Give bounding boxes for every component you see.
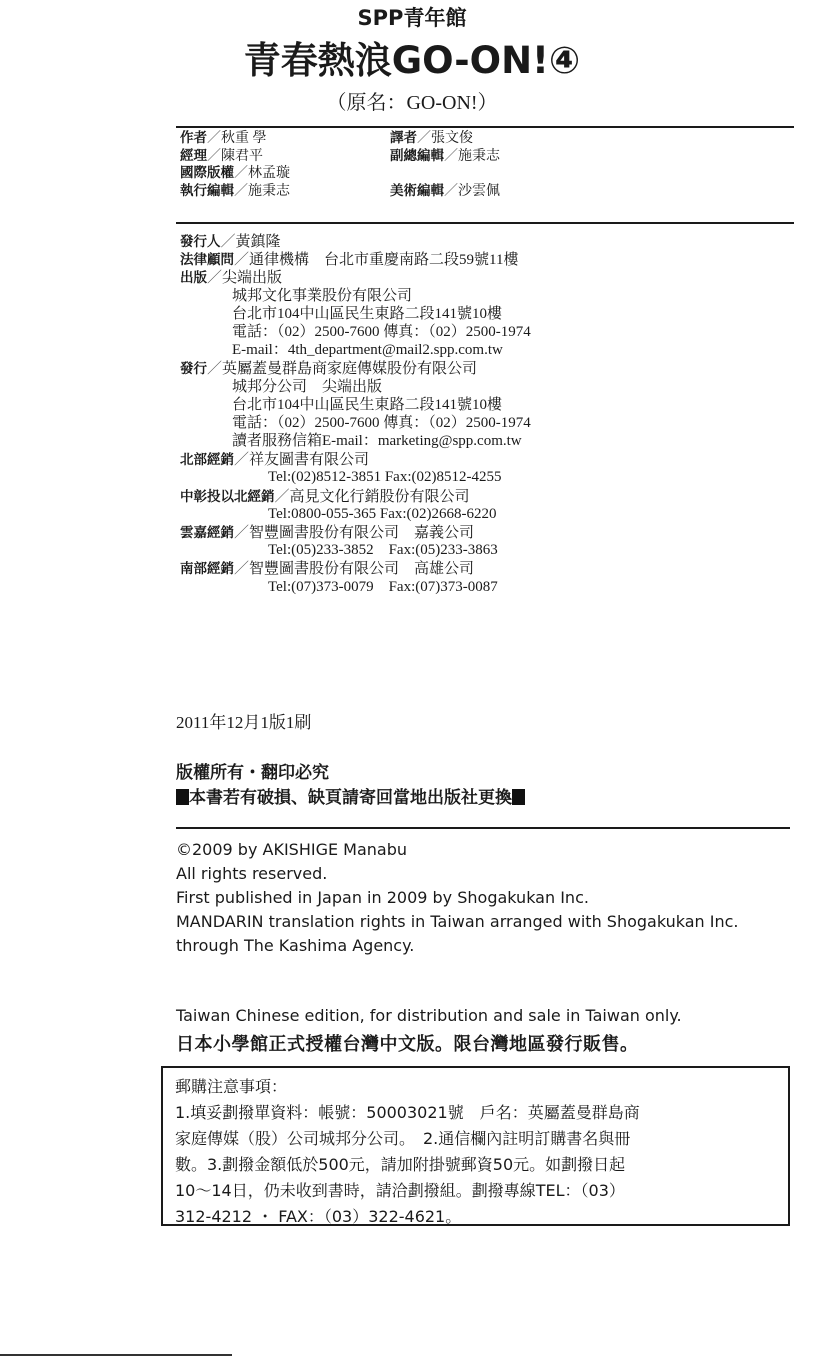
- separator: ／: [207, 268, 223, 287]
- credit-value: 沙雲佩: [458, 183, 500, 199]
- divider-credits: [176, 222, 794, 224]
- credits-block: [180, 130, 600, 200]
- black-square-icon: [176, 789, 189, 805]
- replacement-notice: [176, 786, 525, 811]
- distributor-label: 雲嘉經銷: [180, 525, 234, 541]
- distribution-branch: 城邦分公司 尖端出版: [232, 378, 383, 395]
- credit-row: [180, 165, 600, 183]
- distribution-label: 發行: [180, 361, 207, 378]
- notice-title: 郵購注意事項：: [175, 1077, 288, 1096]
- notice-line: 家庭傳媒（股）公司城邦分公司。 2.通信欄內註明訂購書名與冊: [175, 1129, 631, 1148]
- credit-value: 秋重 學: [221, 131, 267, 146]
- separator: ／: [234, 182, 248, 199]
- credit-value: 施秉志: [458, 148, 500, 164]
- distributor-value: 智豐圖書股份有限公司 高雄公司: [249, 561, 475, 578]
- notice-line: 數。3.劃撥金額低於500元，請加附掛號郵資50元。如劃撥日起: [175, 1155, 626, 1174]
- notice-line: 1.填妥劃撥單資料：帳號：50003021號 戶名：英屬蓋曼群島商: [175, 1103, 640, 1122]
- rights-reserved: 版權所有・翻印必究: [176, 763, 329, 783]
- issuer-value: 黃鎮隆: [235, 234, 281, 250]
- credit-value: 張文俊: [431, 131, 473, 146]
- distributor-contact: Tel:(05)233-3852 Fax:(05)233-3863: [268, 542, 498, 559]
- divider-top: [176, 126, 794, 128]
- first-published-line: First published in Japan in 2009 by Shogakukan Inc.: [176, 888, 589, 907]
- publishing-email: E-mail：4th_department@mail2.spp.com.tw: [232, 342, 503, 359]
- separator: ／: [207, 147, 221, 164]
- credit-label: 國際版權: [180, 165, 234, 181]
- copyright-line: ©2009 by AKISHIGE Manabu: [176, 840, 408, 859]
- separator: ／: [444, 147, 458, 164]
- edition-info: 2011年12月1版1刷: [176, 713, 312, 732]
- distribution-value: 英屬蓋曼群島商家庭傳媒股份有限公司: [222, 361, 478, 378]
- legal-value: 通律機構 台北市重慶南路二段59號11樓: [249, 252, 519, 269]
- black-square-icon: [512, 789, 525, 805]
- separator: ／: [234, 450, 250, 469]
- credit-label: 譯者: [390, 130, 417, 146]
- english-copyright: [176, 838, 739, 958]
- legal-label: 法律顧問: [180, 252, 234, 269]
- separator: ／: [207, 359, 223, 378]
- credit-label: 經理: [180, 147, 207, 164]
- credit-row: [180, 148, 600, 166]
- distributor-contact: Tel:(02)8512-3851 Fax:(02)8512-4255: [268, 469, 502, 486]
- publishing-phone: 電話：（02）2500-7600 傳真：（02）2500-1974: [232, 323, 531, 340]
- separator: ／: [274, 486, 290, 505]
- mail-order-notice: [161, 1066, 790, 1226]
- separator: ／: [234, 559, 250, 578]
- credit-row: [180, 183, 600, 201]
- publisher-block: [180, 232, 531, 596]
- credit-value: 林孟璇: [248, 166, 290, 181]
- original-title: （原名：GO-ON!）: [326, 92, 498, 114]
- credit-label: 副總編輯: [390, 147, 444, 164]
- credit-value: 陳君平: [221, 148, 263, 164]
- distributor-label: 中彰投以北經銷: [180, 488, 275, 505]
- replacement-text: 本書若有破損、缺頁請寄回當地出版社更換: [189, 788, 512, 808]
- taiwan-edition-zh: 日本小學館正式授權台灣中文版。限台灣地區發行販售。: [176, 1034, 639, 1055]
- separator: ／: [220, 232, 236, 250]
- rights-block: [176, 761, 525, 811]
- publishing-company: 城邦文化事業股份有限公司: [232, 287, 413, 304]
- page-edge-line: [0, 1354, 232, 1356]
- credit-label: 美術編輯: [390, 182, 444, 199]
- taiwan-edition-en: Taiwan Chinese edition, for distribution and sale in Taiwan only.: [176, 1006, 682, 1025]
- separator: ／: [417, 130, 431, 146]
- rights-line: All rights reserved.: [176, 864, 328, 883]
- distributor-label: 北部經銷: [180, 452, 234, 469]
- distributor-contact: Tel:0800-055-365 Fax:(02)2668-6220: [268, 505, 497, 522]
- distribution-phone: 電話：（02）2500-7600 傳真：（02）2500-1974: [232, 414, 531, 431]
- credit-value: 施秉志: [248, 183, 290, 199]
- imprint-label: SPP青年館: [357, 6, 467, 30]
- separator: ／: [207, 130, 221, 146]
- separator: ／: [234, 165, 248, 181]
- notice-line: 312-4212 ・ FAX：（03）322-4621。: [175, 1207, 462, 1226]
- notice-line: 10～14日，仍未收到書時，請洽劃撥組。劃撥專線TEL：（03）: [175, 1181, 625, 1200]
- publishing-address: 台北市104中山區民生東路二段141號10樓: [232, 305, 503, 322]
- distribution-address: 台北市104中山區民生東路二段141號10樓: [232, 396, 503, 413]
- distributor-value: 高見文化行銷股份有限公司: [289, 488, 470, 505]
- credit-label: 作者: [180, 130, 207, 146]
- publishing-label: 出版: [180, 270, 207, 287]
- divider-rights: [176, 827, 790, 829]
- issuer-label: 發行人: [180, 234, 221, 250]
- agency-line: through The Kashima Agency.: [176, 936, 415, 955]
- distributor-label: 南部經銷: [180, 561, 234, 578]
- separator: ／: [234, 250, 250, 269]
- credit-row: [180, 130, 600, 148]
- distribution-email: 讀者服務信箱E-mail：marketing@spp.com.tw: [232, 433, 522, 450]
- separator: ／: [234, 523, 250, 541]
- book-title: 青春熱浪GO-ON!④: [243, 39, 581, 82]
- distributor-value: 智豐圖書股份有限公司 嘉義公司: [249, 525, 475, 541]
- publishing-value: 尖端出版: [222, 270, 283, 287]
- translation-rights-line: MANDARIN translation rights in Taiwan arranged with Shogakukan Inc.: [176, 912, 739, 931]
- distributor-contact: Tel:(07)373-0079 Fax:(07)373-0087: [268, 578, 498, 595]
- distributor-value: 祥友圖書有限公司: [249, 452, 370, 469]
- credit-label: 執行編輯: [180, 182, 234, 199]
- separator: ／: [444, 182, 458, 199]
